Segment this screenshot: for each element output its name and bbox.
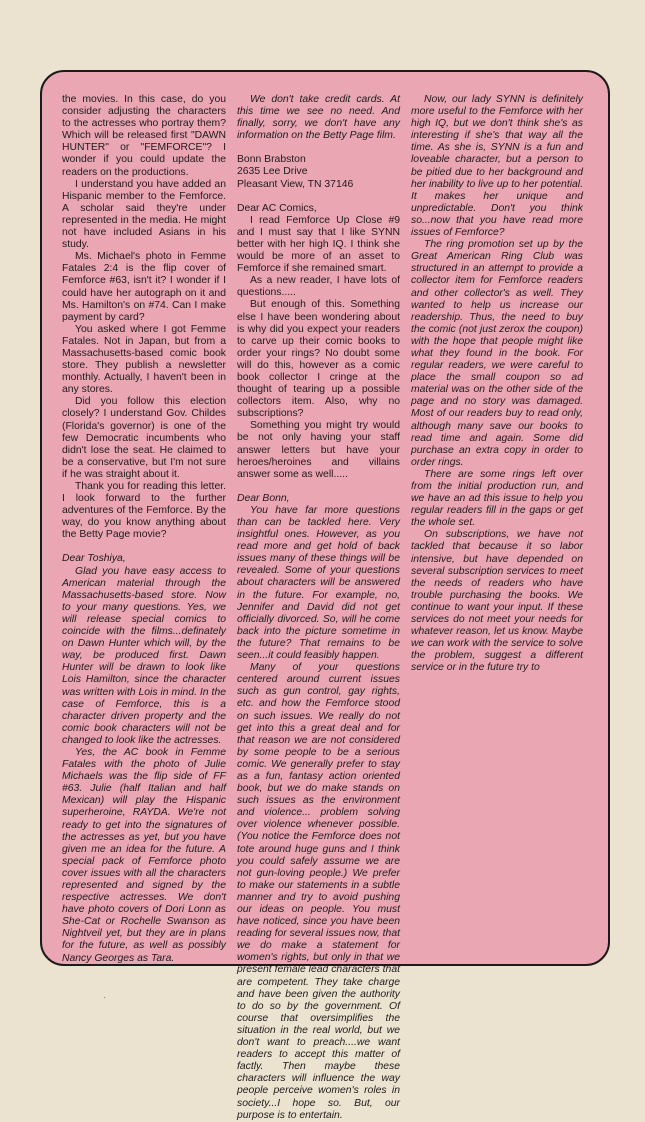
letter-paragraph: You asked where I got Femme Fatales. Not in Japan, but from a Massachusetts-based comic book store. They publish a newsletter monthly. Actually, I haven't been in any stores. (62, 323, 226, 396)
reply-paragraph: Many of your questions centered around current issues such as gun control, gay rights, etc. and how the Femforce stood on such issues. We really do not get into this a great deal and for that reason we are not considered by some people to be a serious comic. We generally prefer to stay as a fun, fantasy action oriented book, but we do make stands on such issues as the environment and violence... problem solving over violence whenever possible. (You notice the Femforce does not tote around huge guns and I think you could safely assume we are not gun-loving people.) We prefer to make our statements in a subtle manner and try to avoid pushing our ideas on people. You must have noticed, since you have been reading for several issues now, that we do make a statement for women's rights, but only in that we present female lead characters that are competent. They take charge and have been given the authority to do so by the government. Of course that oversimplifies the situation in the real world, but we don't want to preach....we want readers to accept this matter of factly. Then maybe these characters will influence the way people perceive women's roles in society...I hope so. But, our purpose is to entertain. (237, 662, 400, 1121)
letter-salutation: Dear AC Comics, (237, 202, 317, 214)
reply-paragraph: There are some rings left over from the initial production run, and we have an ad this issue to help you regular readers fill in the gaps or get the whole set. (411, 468, 583, 529)
reply-paragraph: Glad you have easy access to American material through the Massachusetts-based store. Now to your many questions. Yes, we will release special comics to coincide with the films...definately on Dawn Hunter which will, by the way, be produced first. Dawn Hunter will be drawn to look like Lois Hamilton, since the character was written with Lois in mind. In the case of Femforce, this is a character driven property and the comic book characters will not be changed to look like the actresses. (62, 565, 226, 746)
letter-paragraph: Thank you for reading this letter. I look forward to the further adventures of the Femforce. By the way, do you know anything about the Betty Page movie? (62, 481, 226, 541)
signature-address: 2635 Lee Drive (237, 166, 308, 178)
column-2 (237, 94, 400, 1121)
reply-salutation: Dear Toshiya, (62, 553, 126, 565)
reply-paragraph: The ring promotion set up by the Great American Ring Club was structured in an attempt to provide a collector item for Femforce readers and other collector's as well. They wanted to help us increase our readership. Thus, the need to buy the comic (not just zerox the coupon) with the hope that people might like what they found in the book. For regular readers, we were careful to place the small coupon so ad material was on the other side of the page and no story was damaged. Most of our readers buy to read only, although many save our books to read time and again. Some did purchase an extra copy in order to order rings. (411, 239, 583, 468)
letter-paragraph: As a new reader, I have lots of questions..... (237, 275, 400, 299)
signature-city: Pleasant View, TN 37146 (237, 178, 354, 190)
reply-salutation: Dear Bonn, (237, 492, 290, 504)
letter-paragraph: Ms. Michael's photo in Femme Fatales 2:4 is the flip cover of Femforce #63, isn't it? I wonder if I could have her autograph on it and Ms. Hamilton's on #74. Can I make payment by card? (62, 251, 226, 323)
column-3 (411, 94, 583, 950)
letter-paragraph: Did you follow this election closely? I understand Gov. Childes (Florida's governor) is one of the few Democratic incumbents who didn't lose the seat. He claimed to be a conservative, but I'm not sure if he was straight about it. (62, 396, 226, 480)
reply-paragraph: Now, our lady SYNN is definitely more useful to the Femforce with her high IQ, but we don't think she's as interesting if she's that way all the time. As she is, SYNN is a fun and loveable character, but a person to be pitied due to her background and her inability to live up to her potential. It makes her unique and unpredictable. Don't you think so...now that you have read more issues of Femforce? (411, 94, 583, 239)
paper-speck: · (103, 992, 107, 1003)
signature-name: Bonn Brabston (237, 154, 306, 166)
letter-paragraph: the movies. In this case, do you consider adjusting the characters to the actresses who portray them? Which will be released first "DAWN HUNTER" or "FEMFORCE"? I wonder if you could update the readers on the productions. (62, 94, 226, 178)
letter-paragraph: Something you might try would be not only having your staff answer letters but have your heroes/heroines and villains answer some as well..... (237, 420, 400, 480)
reply-paragraph: On subscriptions, we have not tackled that because it so labor intensive, but have depended on several subscription services to meet the needs of readers who have trouble purchasing the books. We continue to want your input. If these services do not meet your needs for whatever reason, let us know. Maybe we can work with the service to solve the problem, suggest a different service or in the future try to (411, 529, 583, 674)
letter-paragraph: I understand you have added an Hispanic member to the Femforce. A scholar said they're under represented in the media. He might not have included Asians in his study. (62, 178, 226, 251)
letters-panel (40, 70, 610, 1121)
reply-paragraph: You have far more questions than can be tackled here. Very insightful ones. However, as you read more and get hold of back issues many of these things will be revealed. Some of your questions about characters will be answered in the future. For example, no, Jennifer and David did not get officially divorced. So, will he come back into the picture sometime in the future? That remains to be seen...it could feasibly happen. (237, 504, 400, 662)
reply-paragraph: Yes, the AC book in Femme Fatales with the photo of Julie Michaels was the flip side of FF #63. Julie (half Italian and half Mexican) will play the Hispanic superheroine, RAYDA. We're not ready to get into the signatures of the actresses as yet, but you have given me an idea for the future. A special pack of Femforce photo cover issues with all the characters represented and signed by the respective actresses. We don't have photo covers of Dori Lonn as She-Cat or Rochelle Swanson as Nightveil yet, but they are in plans for the future, as well as possibly Nancy Georges as Tara. (62, 746, 226, 964)
reply-paragraph: We don't take credit cards. At this time we see no need. And finally, sorry, we don't have any information on the Betty Page film. (237, 94, 400, 142)
column-1 (62, 94, 226, 964)
letter-paragraph: I read Femforce Up Close #9 and I must say that I like SYNN better with her high IQ. I think she would be more of an asset to Femforce if she remained smart. (237, 214, 400, 275)
letter-paragraph: But enough of this. Something else I have been wondering about is why did you expect your readers to carve up their comic books to order your rings? No doubt some will do this, however as a comic book collector I cringe at the thought of tearing up a possible collectors item. Also, why no subscriptions? (237, 299, 400, 420)
